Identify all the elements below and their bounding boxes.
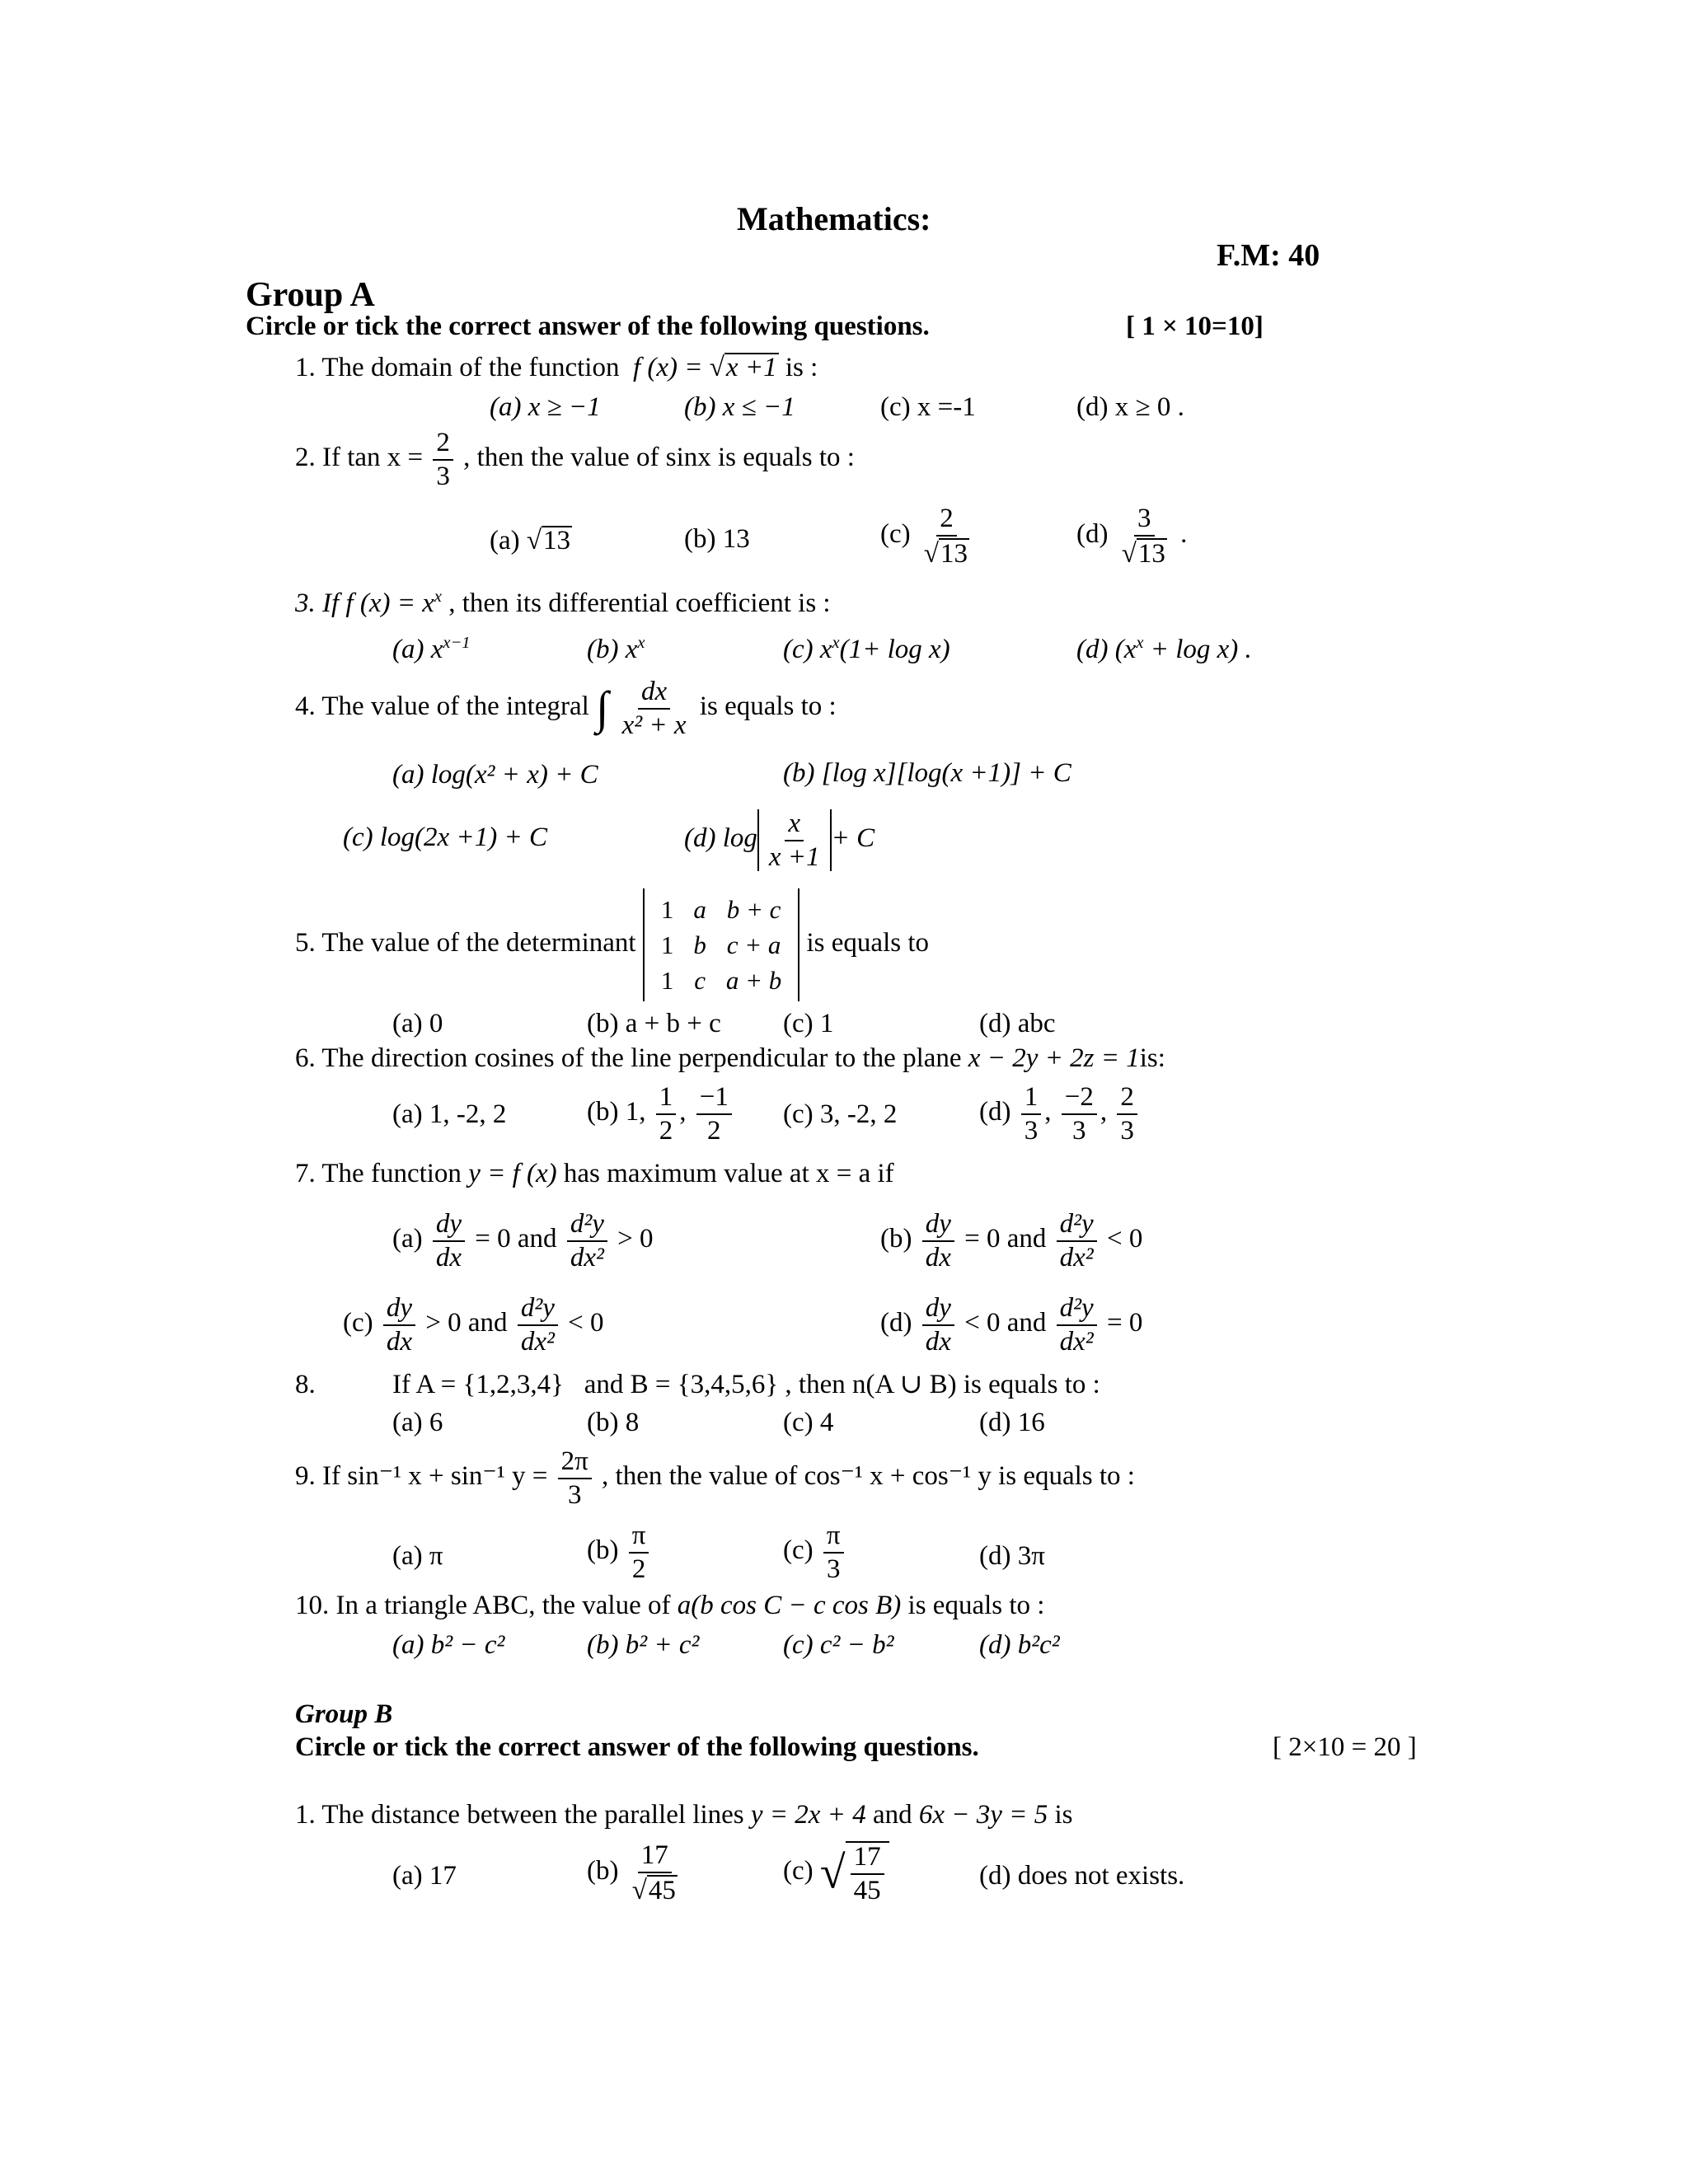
- q8-option-b[interactable]: (b) 8: [587, 1408, 640, 1437]
- q5-option-a[interactable]: (a) 0: [392, 1009, 443, 1038]
- page-title: Mathematics:: [737, 200, 931, 237]
- q4-option-d[interactable]: (d) log $\frac{x}{x +1}$ + C: [684, 808, 875, 872]
- q7-option-a[interactable]: (a) $\frac{dy}{dx}$ = 0 and $\frac{\text{d²y}}{\text{dx²}}$ > 0: [392, 1209, 654, 1272]
- q1-option-a[interactable]: (a) x ≥ −1: [490, 392, 601, 422]
- question-9: 9. If sin⁻¹ x + sin⁻¹ y = $\frac{2\pi}{3}$ , then the value of cos⁻¹ x + cos⁻¹ y is equals to :: [295, 1446, 1135, 1510]
- q7-option-b[interactable]: (b) $\frac{dy}{dx}$ = 0 and $\frac{\text{d²y}}{\text{dx²}}$ < 0: [880, 1209, 1143, 1272]
- q4-option-c[interactable]: (c) log(2x +1) + C: [343, 823, 547, 852]
- gb-q1-option-a[interactable]: (a) 17: [392, 1861, 457, 1891]
- q8-number: 8.: [295, 1370, 316, 1399]
- q2-option-a[interactable]: (a) √13: [490, 526, 571, 555]
- q2-fraction: $\frac{2}{3}$: [433, 429, 453, 490]
- q1-option-d[interactable]: (d) x ≥ 0 .: [1076, 392, 1184, 422]
- q2-lead: 2. If tan x =: [295, 443, 424, 473]
- q3-option-c[interactable]: (c) $x^x(1+ \log x)$: [783, 634, 950, 664]
- q5-option-d[interactable]: (d) abc: [979, 1009, 1056, 1038]
- q2-option-c[interactable]: (c) $\frac{2}{√13}$: [880, 504, 968, 569]
- question-2: [295, 429, 855, 490]
- gb-q1-option-b[interactable]: (b) $\frac{17}{√45}$: [587, 1840, 676, 1905]
- q1-formula: f (x) = √x +1: [626, 353, 777, 382]
- q7-option-d[interactable]: (d) $\frac{dy}{dx}$ < 0 and $\frac{\text{d²y}}{\text{dx²}}$ = 0: [880, 1293, 1143, 1357]
- determinant-cell: 1: [660, 966, 674, 995]
- q5-option-b[interactable]: (b) a + b + c: [587, 1009, 721, 1038]
- q5-option-c[interactable]: (c) 1: [783, 1009, 834, 1038]
- q9-option-a[interactable]: (a) π: [392, 1541, 443, 1571]
- q9-option-b[interactable]: (b) $\frac{\pi}{2}$: [587, 1521, 652, 1583]
- q2-option-b[interactable]: (b) 13: [684, 524, 750, 554]
- q7-option-c[interactable]: (c) $\frac{dy}{dx}$ > 0 and $\frac{\text{d²y}}{\text{dx²}}$ < 0: [343, 1293, 604, 1357]
- group-a-instruction: Circle or tick the correct answer of the following questions.: [246, 312, 930, 341]
- determinant-row: [651, 927, 791, 963]
- q10-option-d[interactable]: (d) b²c²: [979, 1630, 1060, 1660]
- q9-option-d[interactable]: (d) 3π: [979, 1541, 1045, 1571]
- determinant-cell: c + a: [726, 930, 781, 959]
- determinant-row: [651, 963, 791, 998]
- gb-q1-option-d[interactable]: (d) does not exists.: [979, 1861, 1185, 1891]
- gb-q1-option-c[interactable]: (c) √ $\frac{17}{45}$: [783, 1841, 889, 1905]
- q6-option-c[interactable]: (c) 3, -2, 2: [783, 1099, 898, 1129]
- q4-option-a[interactable]: (a) log(x² + x) + C: [392, 760, 598, 790]
- q8-option-a[interactable]: (a) 6: [392, 1408, 443, 1437]
- determinant-cell: a: [693, 895, 706, 924]
- q1-option-c[interactable]: (c) x =-1: [880, 392, 976, 422]
- determinant: [643, 888, 799, 1001]
- group-a-heading: Group A: [246, 276, 375, 314]
- determinant-cell: c: [694, 966, 706, 995]
- question-4: 4. The value of the integral ∫ $\frac{dx}{\text{x² + x}}$ is equals to :: [295, 677, 837, 740]
- q3-option-a[interactable]: (a) $x^{x-1}$: [392, 634, 471, 664]
- q4-option-b[interactable]: (b) [log x][log(x +1)] + C: [783, 758, 1071, 788]
- q8-option-c[interactable]: (c) 4: [783, 1408, 834, 1437]
- q2-option-d[interactable]: (d) $\frac{3}{√13}$ .: [1076, 504, 1188, 569]
- determinant-cell: b + c: [726, 895, 781, 924]
- q2-tail: , then the value of sinx is equals to :: [463, 443, 855, 473]
- q1-text: 1. The domain of the function: [295, 353, 620, 382]
- q9-option-c[interactable]: (c) $\frac{\pi}{3}$: [783, 1521, 847, 1583]
- question-1: [295, 353, 818, 382]
- q10-option-c[interactable]: (c) c² − b²: [783, 1630, 894, 1660]
- q6-option-d[interactable]: (d) $\frac{1}{3}$ , $\frac{-2}{3}$ , $\frac{2}{3}$: [979, 1083, 1141, 1145]
- full-marks: F.M: 40: [1217, 238, 1320, 273]
- question-8: If A = {1,2,3,4} and B = {3,4,5,6} , then n(A ∪ B) is equals to :: [392, 1370, 1100, 1399]
- group-b-question-1: 1. The distance between the parallel lines y = 2x + 4 and 6x − 3y = 5 is: [295, 1800, 1073, 1830]
- question-10: 10. In a triangle ABC, the value of a(b cos C − c cos B) is equals to :: [295, 1591, 1045, 1620]
- determinant-cell: 1: [660, 930, 674, 959]
- q6-option-a[interactable]: (a) 1, -2, 2: [392, 1099, 507, 1129]
- q10-option-a[interactable]: (a) b² − c²: [392, 1630, 505, 1660]
- group-b-marks: [ 2×10 = 20 ]: [1273, 1732, 1417, 1762]
- question-6: 6. The direction cosines of the line perpendicular to the plane x − 2y + 2z = 1is:: [295, 1043, 1165, 1073]
- determinant-row: [651, 892, 791, 927]
- q6-option-b[interactable]: (b) 1, $\frac{1}{2}$ , $\frac{-1}{2}$: [587, 1083, 735, 1145]
- question-7: 7. The function y = f (x) has maximum value at x = a if: [295, 1159, 894, 1188]
- group-b-heading: Group B: [295, 1699, 393, 1729]
- q10-option-b[interactable]: (b) b² + c²: [587, 1630, 700, 1660]
- integral-sign-icon: ∫: [596, 682, 609, 734]
- determinant-cell: 1: [660, 895, 674, 924]
- q3-option-d[interactable]: (d) $(x^x + \log x)$ .: [1076, 634, 1252, 664]
- group-b-instruction: Circle or tick the correct answer of the following questions.: [295, 1732, 979, 1762]
- group-a-marks: [ 1 × 10=10]: [1126, 312, 1264, 341]
- q8-option-d[interactable]: (d) 16: [979, 1408, 1045, 1437]
- question-5: 5. The value of the determinant 1 a b + c 1 b c + a 1 c a + b is equals to: [295, 888, 929, 1001]
- q1-tail: is :: [785, 353, 818, 382]
- question-3: 3. If f $(x) = x^x$ , then its differential coefficient is :: [295, 588, 831, 618]
- q1-option-b[interactable]: (b) x ≤ −1: [684, 392, 795, 422]
- determinant-cell: b: [693, 930, 706, 959]
- q3-option-b[interactable]: (b) $x^x$: [587, 634, 645, 664]
- determinant-cell: a + b: [725, 966, 782, 995]
